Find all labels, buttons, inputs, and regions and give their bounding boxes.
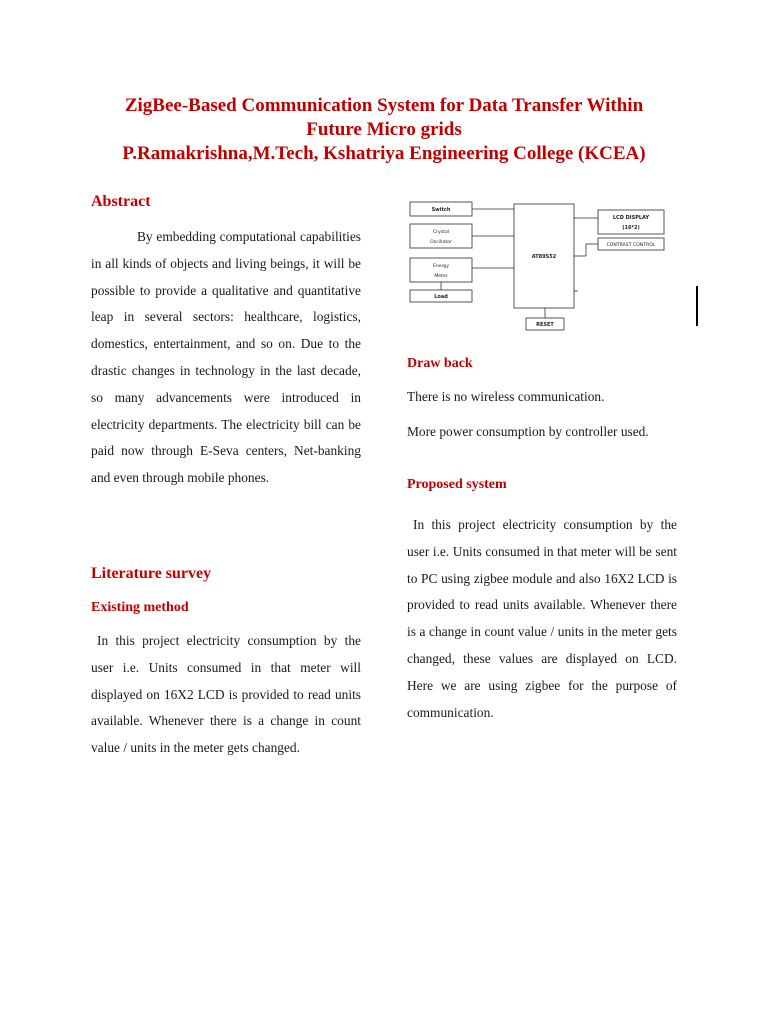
title-line-3: P.Ramakrishna,M.Tech, Kshatriya Engineering College (KCEA) — [122, 143, 646, 164]
meter-label: Meter — [434, 274, 448, 279]
reset-label: RESET — [536, 322, 554, 328]
abstract-heading: Abstract — [91, 193, 151, 210]
lcd-size-label: (16*2) — [622, 225, 640, 231]
controller-block — [514, 204, 574, 308]
title-line-1: ZigBee-Based Communication System for Data Transfer Within — [124, 95, 644, 116]
existing-method-text: In this project electricity consumption by the user i.e. Units consumed in that meter will displayed on 16X2 LCD is provided to read units available. Whenever there is a change in count value / units in the meter gets changed. — [91, 633, 361, 756]
crystal-oscillator-block — [410, 224, 472, 248]
energy-label: Energy — [432, 264, 450, 269]
switch-block — [410, 202, 472, 216]
literature-survey-heading: Literature survey — [91, 565, 212, 582]
oscillator-label: Oscillator — [430, 240, 452, 245]
drawback-heading: Draw back — [407, 356, 473, 371]
lcd-display-block — [598, 210, 664, 234]
load-block — [410, 290, 472, 302]
title-line-2: Future Micro grids — [306, 119, 462, 140]
abstract-text: By embedding computational capabilities in all kinds of objects and living beings, it will be possible to provide a qualitative and quantitative leap in several sectors: healthcare, logistics, domestics, entertainment, and so on. Due to the drastic changes in technology in the last decade, so many advancements were introduced in electricity departments. The electricity bill can be paid now through E-Seva centers, Net-banking and even through mobile phones. — [91, 229, 361, 486]
paper-title — [60, 94, 708, 166]
contrast-label: CONTRAST CONTROL — [606, 243, 656, 248]
switch-label: Switch — [431, 207, 451, 213]
energy-meter-block — [410, 258, 472, 282]
existing-method-heading: Existing method — [91, 600, 189, 615]
lcd-label: LCD DISPLAY — [612, 215, 650, 221]
crystal-label: Crystal — [432, 230, 450, 235]
drawback-item-2: More power consumption by controller used. — [407, 424, 649, 439]
proposed-system-text: In this project electricity consumption by the user i.e. Units consumed in that meter will be sent to PC using zigbee module and also 16X2 LCD is provided to read units available. Whenever there is a change in count value / units in the meter gets changed, these values are displayed on LCD. Here we are using zigbee for the purpose of communication. — [407, 517, 677, 720]
load-label: Load — [434, 294, 448, 300]
proposed-system-heading: Proposed system — [407, 477, 507, 492]
reset-block — [526, 318, 564, 330]
controller-label: AT89S52 — [531, 254, 557, 260]
block-diagram — [406, 196, 696, 336]
margin-mark — [696, 286, 698, 326]
drawback-item-1: There is no wireless communication. — [407, 389, 605, 404]
contrast-control-block — [598, 238, 664, 250]
